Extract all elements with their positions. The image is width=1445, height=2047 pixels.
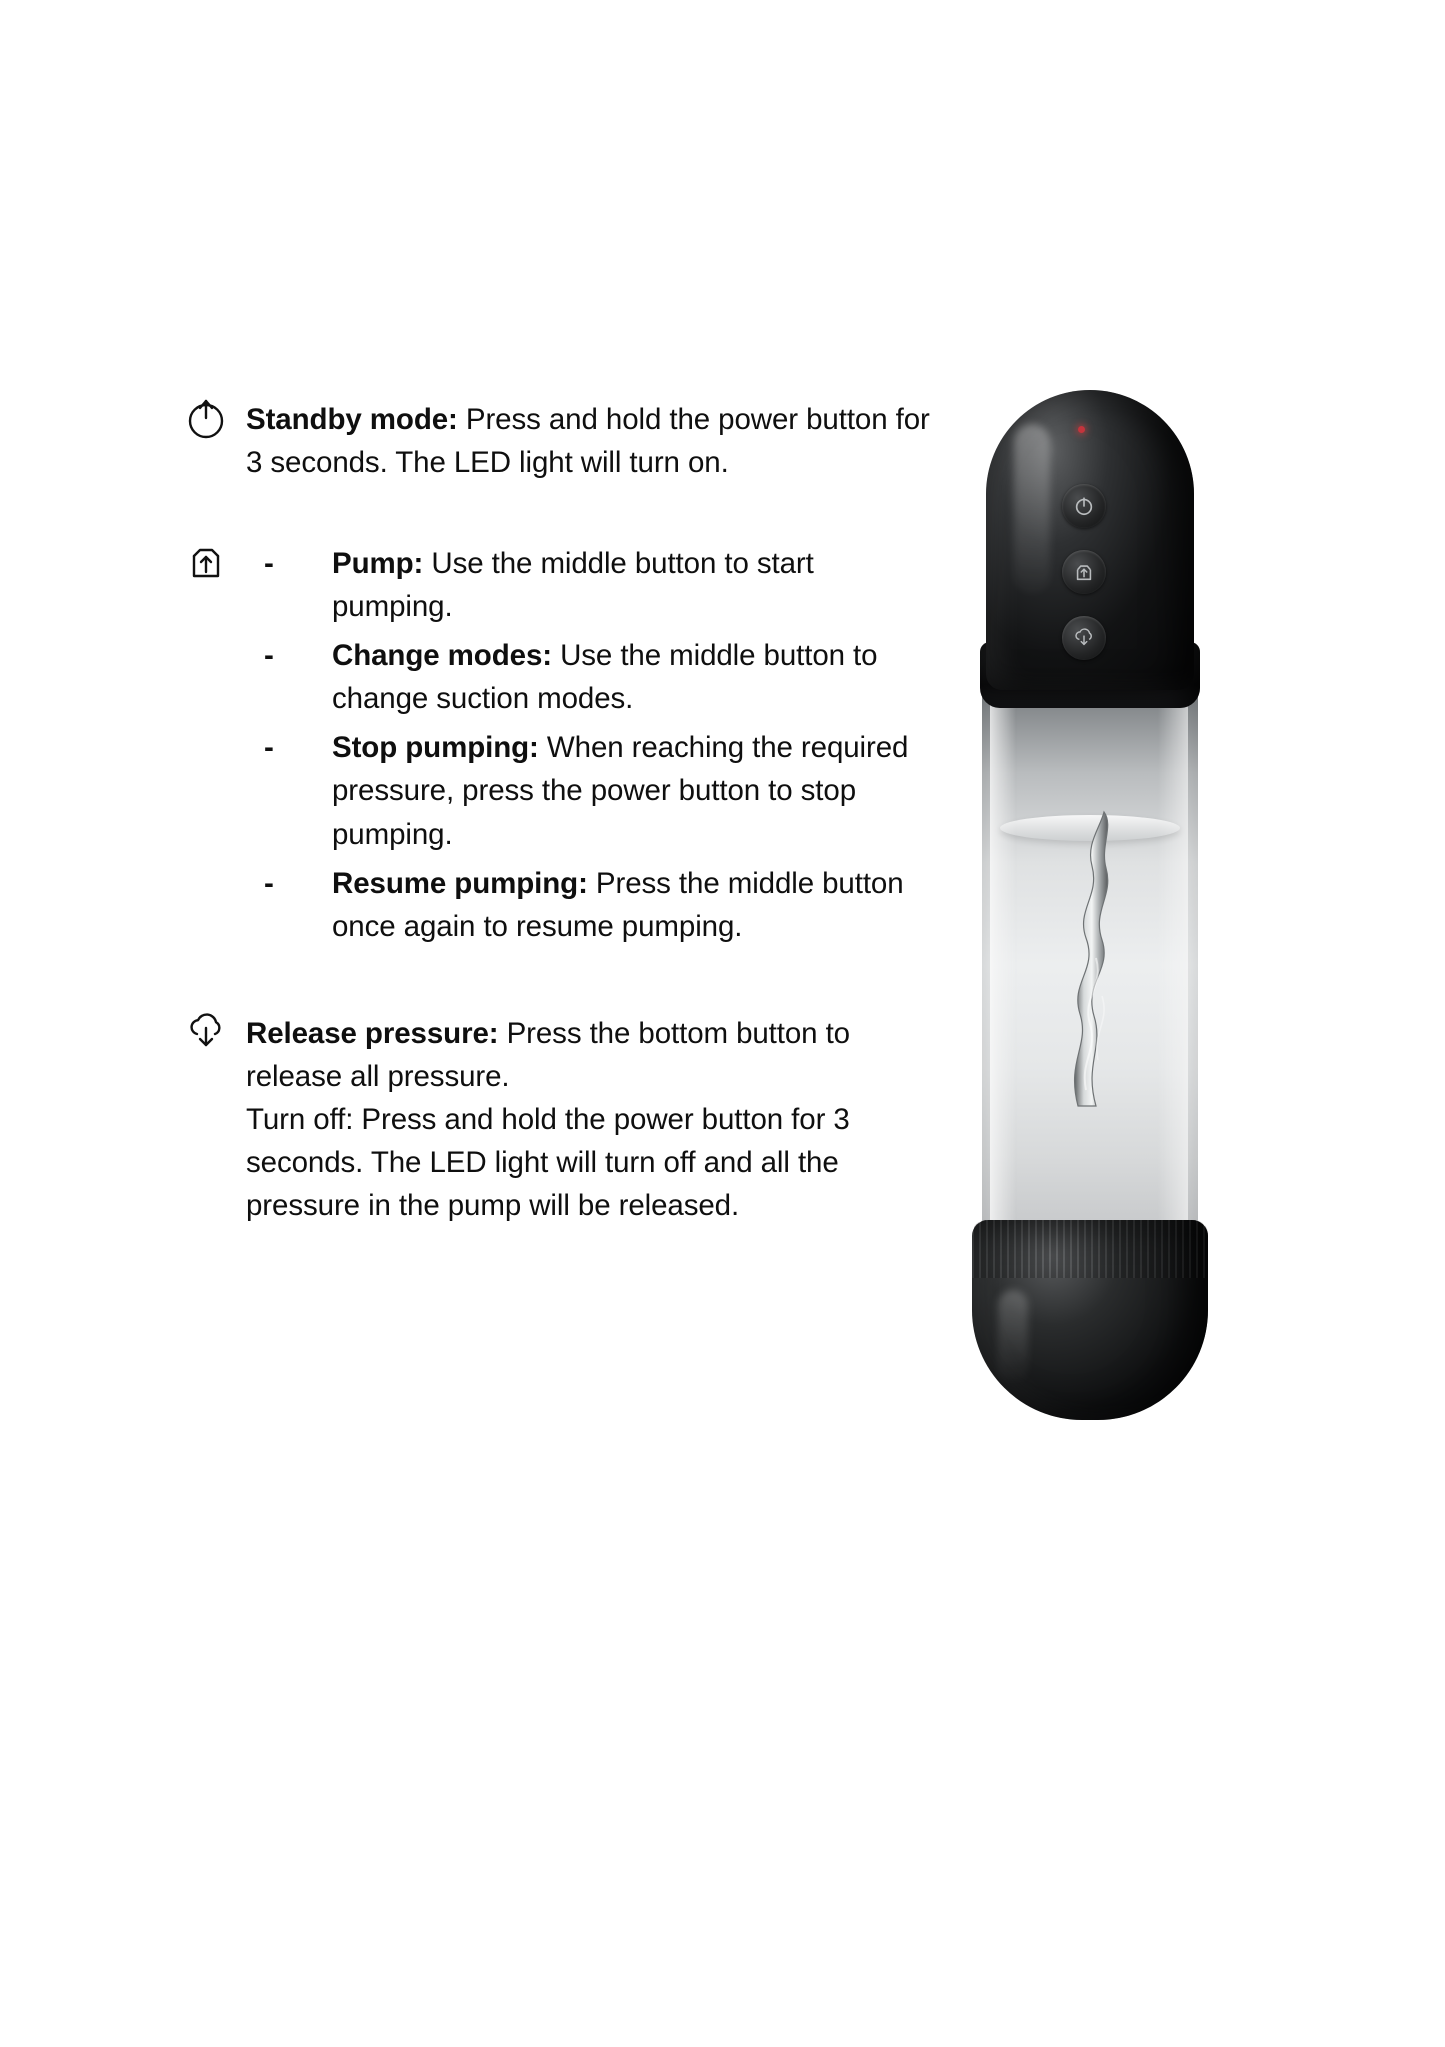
chamber-highlight-right (1158, 645, 1188, 1285)
release-lead: Release pressure: (246, 1016, 499, 1050)
bullet-rest: When reaching the required pressure, press the power button to stop pumping. (332, 731, 909, 851)
led-indicator (1078, 426, 1085, 433)
power-icon (1073, 495, 1095, 517)
release-rest: Press the bottom button to release all pressure. (246, 1016, 850, 1093)
bullet-dash: - (264, 547, 274, 581)
list-item (246, 634, 938, 720)
standby-paragraph (246, 398, 938, 484)
instructions-column (178, 398, 938, 1227)
list-item (246, 542, 938, 628)
pump-base (972, 1220, 1208, 1420)
power-standby-icon (178, 398, 234, 450)
pump-icon (1073, 561, 1095, 583)
release-pressure-icon (178, 1012, 234, 1064)
section-release-pressure (178, 1012, 938, 1227)
chamber-highlight-left (990, 645, 1016, 1285)
pump-button[interactable] (1062, 550, 1106, 594)
standby-lead: Standby mode: (246, 403, 458, 436)
product-image (930, 390, 1250, 1290)
water-splash (1026, 810, 1146, 1110)
bullet-lead: Change modes: (332, 639, 552, 673)
bullet-rest: Use the middle button to change suction modes. (332, 639, 878, 716)
section-standby-mode (178, 398, 938, 484)
pump-bullet-list (246, 542, 938, 948)
bullet-dash: - (264, 866, 274, 900)
section-release-body (246, 1012, 938, 1227)
turn-off-paragraph: Turn off: Press and hold the power button for 3 seconds. The LED light will turn off and all the pressure in the pump will be released. (246, 1102, 850, 1222)
list-item (246, 862, 938, 948)
bullet-lead: Stop pumping: (332, 731, 539, 765)
list-item (246, 726, 938, 855)
bullet-dash: - (264, 639, 274, 673)
release-pressure-icon (1073, 627, 1095, 649)
cap-highlight (1014, 424, 1050, 594)
section-pump-body (246, 542, 938, 948)
section-standby-body (246, 398, 938, 484)
bullet-lead: Resume pumping: (332, 866, 588, 900)
standby-rest: Press and hold the power button for 3 seconds. The LED light will turn on. (246, 403, 930, 480)
base-highlight (998, 1290, 1028, 1385)
release-pressure-button[interactable] (1062, 616, 1106, 660)
base-ridges (972, 1220, 1208, 1278)
power-button[interactable] (1062, 484, 1106, 528)
bullet-lead: Pump: (332, 547, 424, 581)
pump-icon (178, 542, 234, 594)
bullet-rest: Press the middle button once again to resume pumping. (332, 866, 904, 943)
bullet-rest: Use the middle button to start pumping. (332, 547, 814, 624)
release-paragraph (246, 1012, 938, 1098)
bullet-dash: - (264, 731, 274, 765)
section-pump (178, 542, 938, 948)
